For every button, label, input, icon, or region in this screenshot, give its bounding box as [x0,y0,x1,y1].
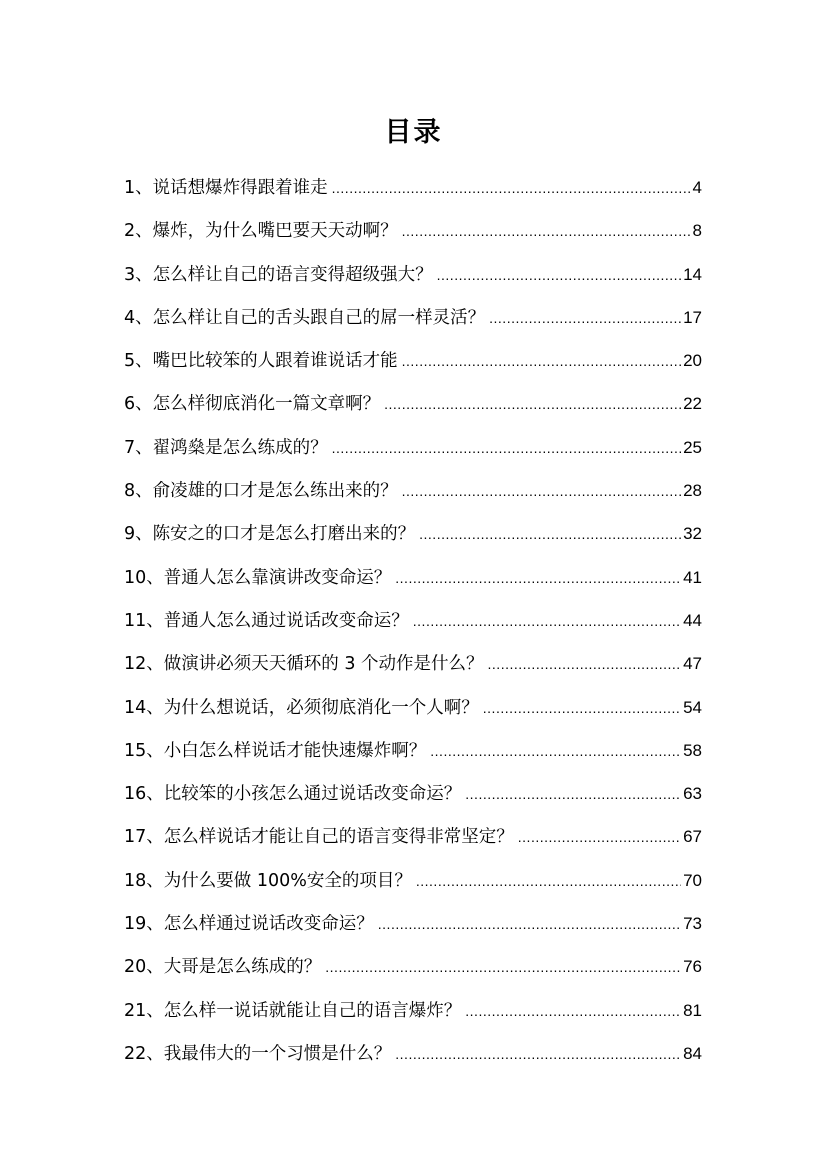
toc-entry-title: 20、大哥是怎么练成的？ [124,957,322,978]
toc-entry[interactable] [124,426,702,469]
toc-entry-title: 9、陈安之的口才是怎么打磨出来的？ [124,524,416,545]
dot-leader [402,210,691,253]
toc-entry-title: 15、小白怎么样说话才能快速爆炸啊？ [124,740,427,761]
toc-entry-page-number: 20 [683,351,702,371]
toc-entry[interactable] [124,599,702,642]
dot-leader [395,557,681,600]
toc-entry-title: 3、怎么样让自己的语言变得超级强大？ [124,264,433,285]
dot-leader [488,643,682,686]
toc-entry-title: 22、我最伟大的一个习惯是什么？ [124,1043,392,1064]
toc-entry-page-number: 73 [683,914,702,934]
toc-entry-title: 6、怎么样彻底消化一篇文章啊？ [124,394,381,415]
dot-leader [437,254,681,297]
toc-entry-page-number: 81 [683,1000,702,1020]
toc-entry[interactable] [124,859,702,902]
dot-leader [483,687,681,730]
toc-entry-page-number: 8 [692,221,702,241]
dot-leader [332,427,681,470]
toc-entry-page-number: 25 [683,437,702,457]
dot-leader [430,730,681,773]
toc-entry-title: 4、怎么样让自己的舌头跟自己的屌一样灵活？ [124,307,486,328]
toc-entry[interactable] [124,902,702,945]
toc-entry-page-number: 63 [683,784,702,804]
toc-entry[interactable] [124,166,702,209]
dot-leader [402,340,681,383]
table-of-contents [124,166,702,1075]
toc-entry-title: 21、怎么样一说话就能让自己的语言爆炸？ [124,1000,462,1021]
toc-entry[interactable] [124,556,702,599]
toc-entry-title: 1、说话想爆炸得跟着谁走 [124,178,328,198]
toc-entry-title: 16、比较笨的小孩怎么通过说话改变命运？ [124,784,462,805]
toc-entry-page-number: 70 [683,870,702,890]
toc-entry-page-number: 14 [683,264,702,284]
toc-entry-page-number: 22 [683,394,702,414]
toc-entry[interactable] [124,815,702,858]
toc-entry-title: 8、俞凌雄的口才是怎么练出来的？ [124,481,398,502]
toc-entry-title: 18、为什么要做 100%安全的项目？ [124,870,412,891]
toc-entry-page-number: 17 [683,307,702,327]
dot-leader [325,946,681,989]
toc-entry-title: 10、普通人怎么靠演讲改变命运？ [124,567,392,588]
toc-entry[interactable] [124,512,702,555]
toc-entry-page-number: 84 [683,1043,702,1063]
toc-entry[interactable] [124,382,702,425]
dot-leader [378,903,681,946]
dot-leader [413,600,681,643]
toc-entry[interactable] [124,339,702,382]
toc-entry[interactable] [124,209,702,252]
dot-leader [332,167,691,210]
toc-entry-page-number: 58 [683,740,702,760]
dot-leader [489,297,681,340]
toc-entry-title: 14、为什么想说话，必须彻底消化一个人啊？ [124,697,479,718]
toc-entry-title: 7、翟鸿燊是怎么练成的？ [124,437,328,458]
dot-leader [395,1033,681,1076]
toc-entry-page-number: 44 [683,610,702,630]
toc-entry-title: 19、怎么样通过说话改变命运？ [124,914,374,935]
toc-entry[interactable] [124,253,702,296]
toc-entry[interactable] [124,296,702,339]
toc-entry-page-number: 47 [683,654,702,674]
toc-entry[interactable] [124,945,702,988]
toc-entry-page-number: 76 [683,957,702,977]
toc-entry-title: 11、普通人怎么通过说话改变命运？ [124,610,409,631]
toc-entry[interactable] [124,772,702,815]
toc-entry[interactable] [124,469,702,512]
toc-entry-title: 12、做演讲必须天天循环的 3 个动作是什么？ [124,654,484,675]
toc-entry[interactable] [124,1032,702,1075]
toc-entry[interactable] [124,729,702,772]
dot-leader [518,816,681,859]
dot-leader [384,383,681,426]
dot-leader [465,990,681,1033]
dot-leader [419,513,681,556]
toc-entry-title: 2、爆炸，为什么嘴巴要天天动啊？ [124,221,398,242]
toc-entry-page-number: 28 [683,481,702,501]
dot-leader [416,860,681,903]
toc-entry[interactable] [124,642,702,685]
toc-entry-page-number: 41 [683,567,702,587]
toc-entry-page-number: 4 [692,178,702,197]
toc-entry[interactable] [124,989,702,1032]
dot-leader [465,773,681,816]
toc-entry-page-number: 54 [683,697,702,717]
toc-entry-title: 17、怎么样说话才能让自己的语言变得非常坚定？ [124,827,514,848]
toc-entry-title: 5、嘴巴比较笨的人跟着谁说话才能 [124,351,398,372]
page-title: 目录 [384,117,443,148]
dot-leader [402,470,681,513]
toc-entry-page-number: 67 [683,827,702,847]
toc-entry[interactable] [124,686,702,729]
toc-entry-page-number: 32 [683,524,702,544]
